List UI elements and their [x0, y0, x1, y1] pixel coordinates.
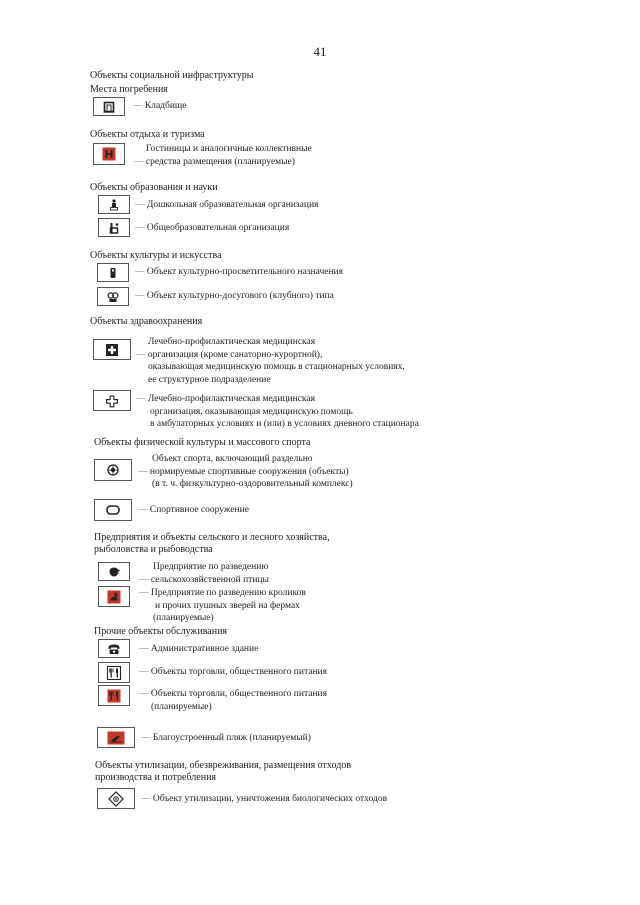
legend-symbol-clinic	[93, 390, 131, 411]
legend-label-line: Объекты торговли, общественного питания	[150, 689, 327, 699]
administrative-building-icon	[107, 642, 122, 655]
legend-label-line: организация, оказывающая медицинскую помощь	[150, 406, 353, 417]
page-number: 41	[313, 44, 327, 59]
legend-symbol-hotel	[93, 143, 125, 165]
legend-symbol-sport-facility	[94, 499, 132, 521]
legend-label: Объект утилизации, уничтожения биологических отходов	[152, 794, 388, 804]
legend-symbol-school	[98, 218, 130, 237]
legend-symbol-hospital	[93, 339, 131, 360]
legend-row-biowaste: — Объект утилизации, уничтожения биологических отходов	[141, 794, 388, 804]
section-heading-health: Объекты здравоохранения	[90, 316, 203, 327]
legend-label-line: (в т. ч. физкультурно-оздоровительный комплекс)	[152, 479, 353, 489]
legend-label-line: (планируемые)	[151, 701, 212, 712]
beach-icon	[107, 730, 126, 745]
legend-symbol-cemetery	[93, 97, 125, 116]
legend-symbol-trade-planned	[98, 685, 130, 706]
legend-symbol-beach	[97, 727, 135, 748]
school-icon	[107, 221, 122, 234]
legend-row-hotel: Гостиницы и аналогичные коллективные — средства размещения (планируемые)	[134, 144, 312, 167]
cemetery-icon	[102, 100, 117, 113]
legend-row-preschool: — Дошкольная образовательная организация	[135, 200, 319, 210]
legend-symbol-biowaste	[97, 788, 135, 809]
legend-label-line: сельскохозяйственной птицы	[150, 574, 269, 585]
legend-label: Административное здание	[150, 644, 259, 654]
legend-label: Дошкольная образовательная организация	[146, 200, 319, 210]
legend-label-line: Объект спорта, включающий раздельно	[152, 454, 313, 464]
legend-row-cemetery: — Кладбище	[133, 101, 187, 111]
section-heading-recreation: Объекты отдыха и туризма	[90, 129, 205, 140]
legend-symbol-sport-object	[94, 459, 132, 481]
section-heading-culture: Объекты культуры и искусства	[90, 250, 222, 261]
poultry-icon	[107, 565, 122, 578]
section-heading-education: Объекты образования и науки	[90, 182, 218, 193]
legend-label-line: Лечебно-профилактическая медицинская	[147, 394, 315, 404]
legend-row-beach: — Благоустроенный пляж (планируемый)	[141, 733, 311, 743]
legend-label-line: и прочих пушных зверей на фермах	[155, 600, 300, 611]
legend-row-sport-object: Объект спорта, включающий раздельно — нормируемые спортивные сооружения (объекты) (в т. ч. физкультурно-оздоровительный комплекс)	[138, 454, 353, 489]
legend-row-school: — Общеобразовательная организация	[135, 223, 290, 233]
legend-label-line: Гостиницы и аналогичные коллективные	[145, 144, 312, 154]
biowaste-disposal-icon	[109, 791, 124, 806]
legend-label-line: Предприятие по разведению кроликов	[150, 588, 306, 598]
section-heading-disposal: Объекты утилизации, обезвреживания, размещения отходов производства и потребления	[95, 760, 352, 783]
rabbit-farm-icon	[107, 589, 122, 604]
section-heading-burial: Места погребения	[90, 84, 168, 95]
legend-label: Благоустроенный пляж (планируемый)	[152, 733, 311, 743]
legend-label-line: в амбулаторных условиях и (или) в условиях дневного стационара	[150, 419, 419, 429]
hospital-cross-icon	[105, 343, 120, 356]
legend-symbol-poultry	[98, 562, 130, 581]
legend-row-clinic: — Лечебно-профилактическая медицинская организация, оказывающая медицинскую помощь в амбулаторных условиях и (или) в условиях дневного стационара	[136, 394, 419, 429]
legend-row-trade-planned: — Объекты торговли, общественного питания (планируемые)	[139, 689, 327, 712]
legend-label: Объект культурно-просветительного назначения	[146, 267, 344, 277]
sport-object-icon	[106, 464, 121, 477]
section-heading-agriculture: Предприятия и объекты сельского и лесного хозяйства, рыболовства и рыбоводства	[94, 532, 330, 555]
legend-row-hospital: Лечебно-профилактическая медицинская — организация (кроме санаторно-курортной), оказывающая медицинскую помощь в стационарных условиях, ее структурное подразделение	[136, 337, 405, 385]
legend-symbol-cultural-education	[97, 263, 129, 282]
legend-row-rabbit-farm: — Предприятие по разведению кроликов и прочих пушных зверей на фермах (планируемые)	[139, 588, 306, 623]
legend-symbol-rabbit-farm	[98, 586, 130, 607]
legend-label: Кладбище	[144, 101, 187, 111]
cultural-education-icon	[106, 266, 121, 279]
section-heading-services: Прочие объекты обслуживания	[94, 626, 228, 637]
sport-facility-icon	[106, 504, 121, 517]
legend-label-line: ее структурное подразделение	[148, 374, 271, 385]
legend-symbol-preschool	[98, 195, 130, 214]
legend-row-poultry: Предприятие по разведению — сельскохозяйственной птицы	[139, 562, 269, 585]
legend-row-club: — Объект культурно-досугового (клубного) типа	[135, 291, 334, 301]
legend-label-line: организация (кроме санаторно-курортной),	[147, 349, 323, 360]
legend-label-line: Лечебно-профилактическая медицинская	[148, 337, 316, 347]
legend-label-line: оказывающая медицинскую помощь в стационарных условиях,	[148, 362, 405, 372]
legend-row-administrative: — Административное здание	[139, 644, 259, 654]
preschool-icon	[107, 198, 122, 211]
legend-row-trade: — Объекты торговли, общественного питания	[139, 667, 327, 677]
hotel-icon	[102, 147, 117, 162]
clinic-cross-icon	[105, 394, 120, 407]
legend-label-line: Предприятие по разведению	[153, 562, 269, 572]
main-title: Объекты социальной инфраструктуры	[90, 70, 254, 81]
legend-label-line: нормируемые спортивные сооружения (объекты)	[149, 466, 349, 477]
trade-catering-planned-icon	[107, 688, 122, 703]
legend-label: Объекты торговли, общественного питания	[150, 667, 327, 677]
legend-label-line: средства размещения (планируемые)	[145, 156, 295, 167]
legend-symbol-administrative	[98, 639, 130, 658]
trade-catering-icon	[107, 665, 122, 680]
section-heading-sport: Объекты физической культуры и массового спорта	[94, 437, 311, 448]
legend-label-line: (планируемые)	[153, 613, 214, 623]
legend-label: Спортивное сооружение	[149, 505, 249, 515]
club-icon	[106, 290, 121, 303]
legend-symbol-trade	[98, 662, 130, 683]
legend-row-cultural-education: — Объект культурно-просветительного назначения	[135, 267, 344, 277]
legend-label: Общеобразовательная организация	[146, 223, 290, 233]
legend-symbol-club	[97, 287, 129, 306]
legend-row-sport-facility: — Спортивное сооружение	[138, 505, 249, 515]
legend-label: Объект культурно-досугового (клубного) типа	[146, 291, 334, 301]
